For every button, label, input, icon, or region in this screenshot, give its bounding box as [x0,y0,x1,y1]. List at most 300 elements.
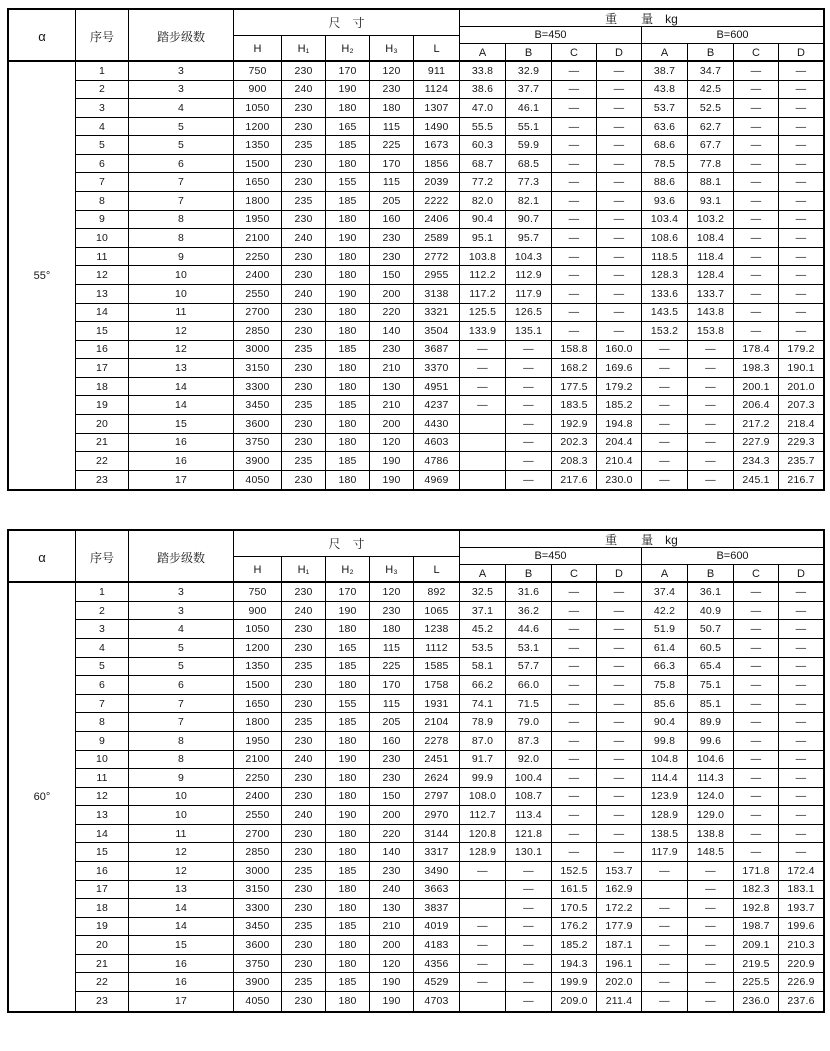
cell-b450-c: 217.6 [552,471,597,490]
cell-dim-h2: 180 [326,471,370,490]
table-row [76,936,823,955]
cell-steps: 5 [129,118,234,137]
cell-dim-h1: 230 [282,155,326,174]
cell-steps: 14 [129,918,234,937]
cell-b450-d: 230.0 [597,471,642,490]
cell-b600-d: 235.7 [779,452,823,471]
cell-dim-h1: 230 [282,583,326,602]
cell-dim-l: 2589 [414,229,460,248]
cell-b450-c: — [552,248,597,267]
cell-b600-d: 193.7 [779,899,823,918]
cell-b600-b: 108.4 [688,229,734,248]
cell-b600-d: — [779,266,823,285]
cell-b600-b: — [688,415,734,434]
table-header [9,531,823,583]
cell-serial: 9 [76,211,129,230]
alpha-value: 60° [9,583,76,1010]
header-weight-title: 重 量 kg [460,10,823,27]
cell-b450-a: 53.5 [460,639,506,658]
table-row [76,452,823,471]
cell-b450-a: 33.8 [460,62,506,81]
cell-b450-c: — [552,62,597,81]
cell-b600-d: — [779,155,823,174]
cell-b450-c: 176.2 [552,918,597,937]
cell-b600-c: — [734,81,779,100]
cell-dim-h2: 185 [326,452,370,471]
cell-b450-b: 37.7 [506,81,552,100]
cell-b450-b: — [506,899,552,918]
header-abcd-columns [460,565,823,583]
cell-serial: 15 [76,322,129,341]
table-row [76,155,823,174]
cell-b450-a: 87.0 [460,732,506,751]
table-row [76,788,823,807]
cell-b600-b: — [688,955,734,974]
cell-dim-h1: 230 [282,434,326,453]
cell-b450-b: — [506,341,552,360]
cell-dim-h: 1200 [234,118,282,137]
cell-dim-h2: 155 [326,173,370,192]
cell-b450-b: 32.9 [506,62,552,81]
cell-dim-l: 2104 [414,713,460,732]
cell-b450-c: 183.5 [552,396,597,415]
cell-dim-h3: 230 [370,248,414,267]
cell-b450-a: — [460,341,506,360]
cell-dim-h: 1050 [234,99,282,118]
cell-b450-a: 37.1 [460,602,506,621]
cell-dim-h2: 180 [326,322,370,341]
table-row [76,471,823,490]
cell-dim-h1: 230 [282,322,326,341]
cell-dim-h3: 220 [370,825,414,844]
cell-dim-h2: 180 [326,825,370,844]
table-row [76,843,823,862]
cell-b600-c: — [734,304,779,323]
cell-b600-c: — [734,825,779,844]
cell-dim-l: 3321 [414,304,460,323]
header-b450: B=450 [460,548,642,564]
cell-b600-c: — [734,62,779,81]
cell-b600-b: — [688,434,734,453]
cell-b450-d: — [597,62,642,81]
cell-dim-h: 3900 [234,452,282,471]
cell-b600-a: 118.5 [642,248,688,267]
cell-dim-h2: 180 [326,211,370,230]
cell-dim-h1: 230 [282,899,326,918]
cell-b450-d: 169.6 [597,359,642,378]
cell-steps: 12 [129,862,234,881]
cell-b450-c: — [552,211,597,230]
cell-b600-d: — [779,118,823,137]
cell-serial: 18 [76,899,129,918]
cell-dim-l: 1490 [414,118,460,137]
cell-b450-d: 162.9 [597,881,642,900]
cell-steps: 8 [129,211,234,230]
header-steps: 踏步级数 [129,10,234,62]
cell-b600-c: 234.3 [734,452,779,471]
cell-dim-l: 2222 [414,192,460,211]
cell-dim-h1: 230 [282,415,326,434]
cell-b600-d: — [779,769,823,788]
cell-b450-c: 168.2 [552,359,597,378]
cell-b450-a: — [460,359,506,378]
cell-dim-h: 3900 [234,973,282,992]
cell-b450-d: — [597,843,642,862]
cell-steps: 14 [129,378,234,397]
cell-b600-d: 216.7 [787,474,815,486]
cell-dim-h3: 180 [370,620,414,639]
cell-dim-h: 2550 [234,285,282,304]
cell-b600-c: 219.5 [734,955,779,974]
cell-b600-c: — [734,620,779,639]
cell-dim-h: 1350 [234,136,282,155]
cell-dim-h2: 180 [326,676,370,695]
cell-dim-h3: 200 [370,415,414,434]
table-row [76,211,823,230]
cell-dim-h2: 180 [326,620,370,639]
cell-b600-d: 220.9 [779,955,823,974]
cell-b600-b: 128.4 [688,266,734,285]
cell-b450-d: 160.0 [597,341,642,360]
table-row [76,118,823,137]
header-col-h: H [234,557,282,583]
cell-serial: 6 [76,676,129,695]
cell-b450-a [460,434,506,453]
cell-b600-d: — [779,99,823,118]
cell-b600-c: 225.5 [734,973,779,992]
cell-dim-h2: 180 [326,899,370,918]
cell-b600-d: — [779,322,823,341]
cell-dim-h: 2850 [234,843,282,862]
cell-b600-d: 179.2 [779,341,823,360]
cell-b450-d: — [597,788,642,807]
cell-b600-a: 75.8 [642,676,688,695]
cell-b600-b: — [688,899,734,918]
cell-serial: 8 [76,192,129,211]
table-row [76,415,823,434]
cell-b450-a [460,452,506,471]
cell-dim-h3: 230 [370,602,414,621]
header-dimension-columns [234,557,460,583]
cell-b450-d: — [597,676,642,695]
cell-dim-h3: 115 [370,173,414,192]
cell-b450-c: — [552,676,597,695]
cell-b450-a: — [460,955,506,974]
header-weight-title: 重 量 kg [460,531,823,548]
table-row [76,862,823,881]
cell-steps: 3 [129,583,234,602]
cell-b600-d: — [779,81,823,100]
cell-dim-h: 1350 [234,658,282,677]
cell-b450-d: 177.9 [597,918,642,937]
cell-dim-h1: 230 [282,695,326,714]
table-row [76,825,823,844]
cell-b600-a: 133.6 [642,285,688,304]
cell-b450-b: — [506,434,552,453]
cell-b600-a: 66.3 [642,658,688,677]
cell-b450-c: — [552,322,597,341]
cell-b450-a: — [460,918,506,937]
cell-b450-c: — [552,304,597,323]
cell-b600-b: — [688,918,734,937]
cell-dim-h2: 180 [326,992,370,1011]
cell-dim-l: 3490 [414,862,460,881]
cell-b600-d: 210.3 [779,936,823,955]
cell-dim-h3: 115 [370,118,414,137]
cell-dim-l: 1931 [414,695,460,714]
cell-steps: 16 [129,434,234,453]
cell-b600-a: — [642,973,688,992]
cell-b600-a: 128.9 [642,806,688,825]
table-row [76,322,823,341]
cell-b450-c: — [552,192,597,211]
cell-b450-a: 108.0 [460,788,506,807]
cell-b450-c: — [552,620,597,639]
header-b600-a: A [642,44,688,62]
cell-b600-d: — [779,248,823,267]
cell-dim-h1: 235 [282,713,326,732]
cell-b450-d: — [597,322,642,341]
header-col-h: H [234,36,282,62]
table-row [76,806,823,825]
cell-dim-h1: 230 [282,471,326,490]
cell-b600-c: 200.1 [734,378,779,397]
cell-b450-b: 36.2 [506,602,552,621]
cell-dim-h: 2100 [234,751,282,770]
cell-b450-b: 104.3 [506,248,552,267]
cell-steps: 4 [129,620,234,639]
header-b450-d: D [597,44,642,62]
cell-b450-c: — [552,639,597,658]
cell-serial: 7 [76,173,129,192]
cell-dim-h3: 170 [370,676,414,695]
table-row [76,992,823,1011]
cell-b600-c: — [734,211,779,230]
cell-dim-h1: 240 [282,81,326,100]
table-row [76,620,823,639]
cell-b450-c: — [552,825,597,844]
cell-dim-h1: 230 [282,639,326,658]
cell-b600-d: — [779,658,823,677]
table-row [76,639,823,658]
cell-dim-l: 1065 [414,602,460,621]
cell-b450-a: 45.2 [460,620,506,639]
cell-b450-c: 192.9 [552,415,597,434]
cell-b450-d: 196.1 [597,955,642,974]
cell-b600-c: — [734,658,779,677]
cell-serial: 3 [76,620,129,639]
cell-serial: 14 [76,825,129,844]
cell-dim-h2: 185 [326,396,370,415]
cell-b450-b: 126.5 [506,304,552,323]
cell-b600-d: 199.6 [779,918,823,937]
cell-dim-l: 1673 [414,136,460,155]
cell-dim-h3: 230 [370,862,414,881]
cell-dim-h3: 205 [370,713,414,732]
cell-steps: 3 [129,62,234,81]
cell-dim-l: 3138 [414,285,460,304]
cell-b600-d: — [779,695,823,714]
cell-dim-h: 3300 [234,378,282,397]
cell-b450-c: — [552,713,597,732]
data-rows [76,583,823,1010]
cell-b450-c: — [552,751,597,770]
cell-b600-b: — [688,881,734,900]
cell-dim-h2: 180 [326,304,370,323]
cell-b600-a: 53.7 [642,99,688,118]
table-row [76,713,823,732]
cell-dim-h1: 240 [282,806,326,825]
cell-b450-a: 38.6 [460,81,506,100]
cell-dim-h1: 230 [282,173,326,192]
cell-b600-c: — [734,266,779,285]
cell-b600-b: 89.9 [688,713,734,732]
cell-dim-h: 1950 [234,211,282,230]
cell-b600-d: — [779,62,823,81]
cell-serial: 12 [76,788,129,807]
cell-dim-h2: 190 [326,229,370,248]
cell-b600-c: — [734,602,779,621]
cell-serial: 23 [76,471,129,490]
cell-dim-l: 1585 [414,658,460,677]
cell-dim-h3: 150 [370,266,414,285]
cell-b450-a: 91.7 [460,751,506,770]
cell-dim-h: 2400 [234,266,282,285]
cell-dim-h3: 115 [370,695,414,714]
cell-serial: 13 [76,285,129,304]
cell-b450-d: — [597,658,642,677]
cell-dim-h3: 220 [370,304,414,323]
cell-steps: 5 [129,658,234,677]
cell-dim-l: 3687 [414,341,460,360]
cell-b600-c: — [734,788,779,807]
table-row [76,918,823,937]
cell-b450-c: — [552,118,597,137]
cell-b600-a: 90.4 [642,713,688,732]
cell-dim-h2: 190 [326,602,370,621]
cell-b600-c: — [734,155,779,174]
cell-dim-h3: 115 [370,639,414,658]
cell-dim-l: 3504 [414,322,460,341]
cell-b600-a: 117.9 [642,843,688,862]
cell-b450-d: — [597,713,642,732]
cell-dim-l: 4703 [414,992,460,1011]
cell-b450-b: 59.9 [506,136,552,155]
header-b600-c: C [734,44,779,62]
table-row [76,81,823,100]
cell-b600-a: 93.6 [642,192,688,211]
cell-dim-h2: 180 [326,415,370,434]
table-row [76,173,823,192]
cell-serial: 5 [76,136,129,155]
cell-b600-b: — [688,341,734,360]
cell-b450-d: — [597,769,642,788]
cell-dim-l: 4529 [414,973,460,992]
cell-dim-l: 4237 [414,396,460,415]
alpha-value: 55° [9,62,76,489]
cell-dim-h1: 230 [282,248,326,267]
cell-b450-c: — [552,658,597,677]
cell-dim-h3: 160 [370,732,414,751]
cell-dim-h3: 120 [370,955,414,974]
data-rows [76,62,823,489]
cell-b600-c: — [734,751,779,770]
cell-dim-h1: 230 [282,304,326,323]
header-b450-c: C [552,44,597,62]
cell-b450-b: — [506,955,552,974]
cell-serial: 20 [76,936,129,955]
cell-b600-b: 129.0 [688,806,734,825]
cell-dim-h: 2400 [234,788,282,807]
cell-b600-d: — [779,136,823,155]
cell-b450-a [460,471,506,490]
cell-dim-h: 3000 [234,341,282,360]
cell-b600-b: — [688,359,734,378]
cell-dim-l: 2451 [414,751,460,770]
cell-dim-h3: 210 [370,359,414,378]
cell-steps: 10 [129,788,234,807]
header-weight-group [460,10,823,62]
cell-serial: 19 [76,396,129,415]
cell-b600-d: — [779,211,823,230]
header-serial: 序号 [76,10,129,62]
cell-steps: 12 [129,341,234,360]
cell-serial: 21 [76,955,129,974]
header-b450-a: A [460,565,506,583]
cell-steps: 8 [129,732,234,751]
table-row [76,62,823,81]
cell-b600-a: 51.9 [642,620,688,639]
cell-dim-h: 3750 [234,955,282,974]
cell-serial: 2 [76,81,129,100]
cell-dim-h1: 230 [282,359,326,378]
cell-b600-d: 172.4 [779,862,823,881]
cell-b600-d: — [779,620,823,639]
cell-b450-c: 158.8 [552,341,597,360]
cell-dim-h1: 230 [282,955,326,974]
cell-dim-h: 750 [234,583,282,602]
cell-steps: 7 [129,192,234,211]
cell-b600-b: 62.7 [688,118,734,137]
cell-dim-h2: 180 [326,434,370,453]
cell-dim-l: 4430 [414,415,460,434]
cell-b450-c: — [552,155,597,174]
cell-b450-b: 108.7 [506,788,552,807]
cell-b600-b: 65.4 [688,658,734,677]
cell-serial: 22 [76,973,129,992]
cell-b600-b: — [688,396,734,415]
cell-b450-b: 55.1 [506,118,552,137]
cell-b450-c: 202.3 [552,434,597,453]
cell-b450-a: 125.5 [460,304,506,323]
cell-dim-h2: 185 [326,973,370,992]
cell-b600-b: — [688,471,734,490]
cell-dim-h1: 230 [282,825,326,844]
cell-b600-c: 206.4 [734,396,779,415]
header-col-h3: H₃ [370,36,414,62]
cell-serial: 23 [76,992,129,1011]
cell-b600-c: — [734,843,779,862]
cell-b600-a: — [642,396,688,415]
cell-dim-h3: 130 [370,378,414,397]
cell-b450-a [460,992,506,1011]
table-row [76,583,823,602]
cell-b600-c: — [734,118,779,137]
cell-dim-h: 3300 [234,899,282,918]
cell-b600-c: — [734,229,779,248]
cell-dim-h2: 190 [326,81,370,100]
cell-b450-c: — [552,602,597,621]
